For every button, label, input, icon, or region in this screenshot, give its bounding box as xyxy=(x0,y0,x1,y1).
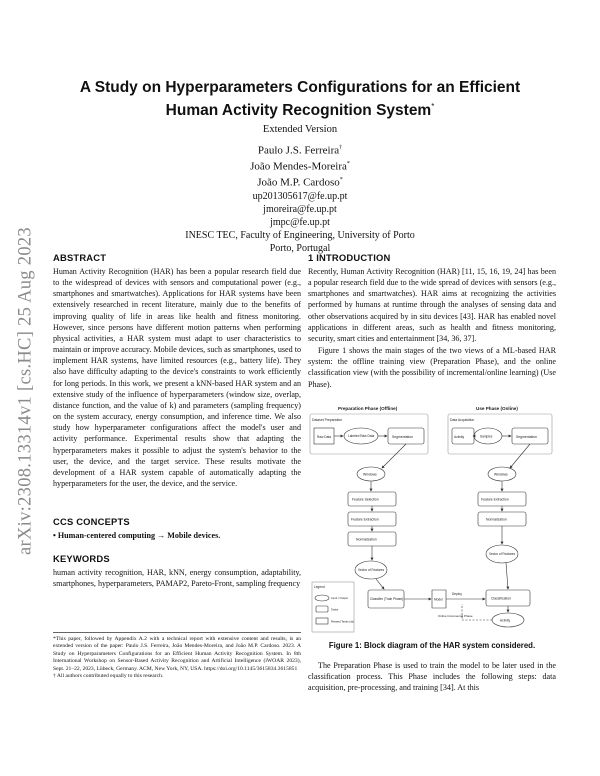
author-mark: * xyxy=(339,176,343,183)
legend-task: Tasks xyxy=(331,607,339,612)
arxiv-identifier xyxy=(8,196,44,586)
affiliation: INESC TEC, Faculty of Engineering, University of Porto xyxy=(185,230,415,242)
legend-title: Legend xyxy=(314,585,325,589)
abstract-text: Human Activity Recognition (HAR) has been a popular research field due to the widespread of devices with sensors and computational power (e.g., smartphones and smartwatches). Applications for HAR systems have been extensively researched in recent literature, mainly due to the benefits of improving quality of life in areas like health and fitness monitoring. However, since persons have different motion patterns when performing physical activities, a HAR system must adapt to user characteristics to maintain or improve accuracy. Mobile devices, such as smartphones, used to implement HAR systems, have limited resources (e.g., battery life). They also have difficulty adapting to the device's constraints to work efficiently for long periods. In this work, we present a kNN-based HAR system and an extensive study of the influence of hyperparameters (window size, overlap, distance function, and the value of k) and parameters (sampling frequency) on the system accuracy, energy consumption, and inference time. We also study how hyperparameter configurations affect the model's user and activity performance. Experimental results show that adapting the hyperparameters makes it possible to adjust the system's behavior to the user, the device, and the target service. These results motivate the development of a HAR system capable of automatically adapting the hyperparameters for the user, the device, and the service. xyxy=(53,267,301,488)
windows-use-label: Windows xyxy=(494,472,508,477)
location: Porto, Portugal xyxy=(269,243,331,255)
abstract-body xyxy=(53,266,301,489)
classification-label: Classification xyxy=(491,596,511,601)
feature-extraction-use-label: Feature Extraction xyxy=(481,497,509,502)
paper-title xyxy=(60,78,540,120)
footnote-star: *This paper, followed by Appendix A.2 with a technical report with extensive content and results, is an extended version of the paper: Paulo J.S. Ferreira, João Mendes-Moreira, and João M.P. Cardoso. 2023. A Study on Hyperparameters Configurations for an Efficient Human Activity Recognition System. In 8th International Workshop on Sensor-Based Activity Recognition and Artificial Intelligence (iWOAR 2023), Sept. 21–22, 2023, Lübeck, Germany. ACM, New York, NY, USA. https://doi.org/10.1145/3615834.3615851 xyxy=(53,636,301,672)
data-acq-label: Data Acquisition xyxy=(450,418,475,422)
normalization-label: Normalization xyxy=(356,537,377,542)
raw-data-label: Raw Data xyxy=(317,435,331,439)
intro-paragraph-2: Figure 1 shows the main stages of the two views of a ML-based HAR system: the offline training view (Preparation Phase), and the online classification view (with the possibility of incremental/online learning) (Use Phase). xyxy=(308,346,556,389)
keywords-text: human activity recognition, HAR, kNN, energy consumption, adaptability, smartphones, hyperparameters, PAMAP2, Pareto-Front, sampling frequency xyxy=(53,568,301,589)
ccs-text: • Human-centered computing → Mobile devices. xyxy=(53,531,221,540)
author-email[interactable]: jmoreira@fe.up.pt xyxy=(263,203,337,215)
author-mark: † xyxy=(339,145,343,151)
activity-out-label: Activity xyxy=(500,618,511,623)
intro-body xyxy=(308,266,556,390)
use-title: Use Phase (Online) xyxy=(476,406,518,411)
feature-extraction-label: Feature Extraction xyxy=(351,517,379,522)
samples-label: Samples xyxy=(480,434,493,439)
title-line-2: Human Activity Recognition System xyxy=(165,102,432,120)
dataset-prep-label: Dataset Preparation xyxy=(312,418,343,422)
vector-features-use-label: Vector of Features xyxy=(489,552,516,556)
keywords-heading: KEYWORDS xyxy=(53,553,110,564)
abstract-heading: ABSTRACT xyxy=(53,252,107,263)
title-mark: * xyxy=(431,102,435,111)
normalization-use-label: Normalization xyxy=(486,517,507,522)
author-name: João Mendes-Moreira xyxy=(250,160,347,173)
intro-continued xyxy=(308,660,556,693)
author-email[interactable]: up201305617@fe.up.pt xyxy=(252,190,348,202)
author-name: João M.P. Cardoso xyxy=(257,176,340,189)
labeled-raw-label: Labeled Raw Data xyxy=(348,434,375,438)
author-block xyxy=(60,142,540,256)
author-mark: * xyxy=(346,160,350,167)
windows-label: Windows xyxy=(363,472,377,477)
footnote-dagger: † All authors contributed equally to this research. xyxy=(53,673,164,680)
legend-data: Related Tasks (ds) xyxy=(331,619,355,624)
intro-heading: 1 INTRODUCTION xyxy=(308,252,391,263)
segmentation-use-label: Segmentation xyxy=(516,435,537,439)
legend-io: Input / Output xyxy=(331,596,348,600)
ccs-body xyxy=(53,530,301,541)
activity-label: Activity xyxy=(454,435,465,439)
intro-paragraph-3: The Preparation Phase is used to train the model to be later used in the classification process. This Phase includes the following steps: data acquisition, pre-processing, and training [34]. At this xyxy=(308,661,556,693)
segmentation-label: Segmentation xyxy=(392,435,413,439)
author-name: Paulo J.S. Ferreira xyxy=(257,144,340,157)
ccs-heading: CCS CONCEPTS xyxy=(53,516,130,527)
footnotes xyxy=(53,632,301,680)
classifier-train-label: Classifier (Train Phase) xyxy=(370,597,404,601)
intro-paragraph-1: Recently, Human Activity Recognition (HAR) [11, 15, 16, 19, 24] has been a popular research field due to the wide spread of devices with sensors (e.g., smartphones and smartwatches). HAR aims at recognizing the activities performed by humans at runtime through the analyses of sensing data and other observations acquired by in situ devices [43]. HAR has enabled novel applications in different areas, such as health and fitness monitoring, security, smart cities and entertainment [34, 36, 37]. xyxy=(308,267,556,343)
author-email[interactable]: jmpc@fe.up.pt xyxy=(270,216,330,228)
subtitle: Extended Version xyxy=(262,124,338,135)
title-line-1: A Study on Hyperparameters Configurations for an Efficient xyxy=(79,79,521,96)
vector-features-label: Vector of Features xyxy=(358,568,385,572)
deploy-label: Deploy xyxy=(452,592,462,596)
figure-caption: Figure 1: Block diagram of the HAR system considered. xyxy=(328,641,536,650)
keywords-body xyxy=(53,567,301,589)
model-label: Model xyxy=(434,597,443,602)
online-learning-label: Online Incremental Phase xyxy=(438,614,473,618)
arxiv-id-text: arXiv:2308.13314v1 [cs.HC] 25 Aug 2023 xyxy=(15,227,36,555)
feature-selection-label: Feature Selection xyxy=(352,497,379,502)
figure-1-diagram xyxy=(308,402,556,636)
prep-title: Preparation Phase (Offline) xyxy=(338,406,398,411)
